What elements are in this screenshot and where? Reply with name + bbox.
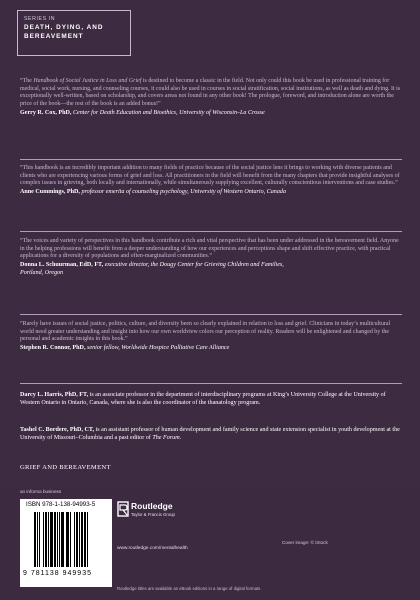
endorsement-quote: “The voices and variety of perspectives in this handbook contribute a rich and vital perspective that has been under addressed in the bereavement field. Anyone in the helping professions will benefit from a deeper understanding of how our experiences and perceptions shape and shift effective practice, with practical applications for a diversity of populations and often-marginalized communities.” bbox=[20, 238, 399, 260]
barcode-bar bbox=[79, 512, 80, 567]
footer bbox=[0, 486, 420, 600]
publisher-group: Taylor & Francis Group bbox=[131, 512, 175, 517]
endorsement-4 bbox=[20, 321, 402, 353]
endorsement-quote: “The Handbook of Social Justice in Loss and Grief is destined to become a classic in the field. Not only could this book be used in professional training for medical, social work, nursing, and counseling courses, it could also be used in courses in social stratification, social institutions, as well as death and dying. It is exceptionally well-written, based on scholarship, and covers areas not found in any other book! The prologue, foreword, and introduction alone are worth the price of the book—the rest of the book is an added bonus!” bbox=[20, 78, 401, 108]
series-box bbox=[17, 10, 131, 56]
endorsement-1 bbox=[20, 78, 402, 118]
barcode-bar bbox=[84, 512, 87, 567]
barcode-bar bbox=[67, 512, 69, 567]
barcode-bar bbox=[70, 512, 71, 567]
endorsement-2 bbox=[20, 165, 402, 197]
barcode-bars bbox=[34, 512, 104, 567]
series-label: SERIES IN bbox=[24, 16, 56, 22]
barcode-bar bbox=[48, 512, 49, 567]
publisher-logo bbox=[117, 500, 175, 530]
barcode-bar bbox=[54, 512, 56, 567]
barcode-bar bbox=[87, 512, 88, 567]
publisher-name: Routledge bbox=[131, 501, 173, 511]
isbn-text: ISBN 978-1-138-94993-5 bbox=[26, 501, 96, 508]
barcode bbox=[20, 499, 112, 587]
barcode-bar bbox=[57, 512, 58, 567]
barcode-bar bbox=[59, 512, 60, 567]
endorsement-quote: “Rarely have issues of social justice, politics, culture, and diversity been so clearly explained in relation to loss and grief. Clinicians in today’s multicultural world need greater understanding and insight into how our own worldview colors our perception of reality. Readers will be enlightened and changed by the personal and academic insights in this book.” bbox=[20, 321, 391, 343]
barcode-bar bbox=[45, 512, 47, 567]
subject-category: GRIEF AND BEREAVEMENT bbox=[20, 464, 111, 471]
barcode-bar bbox=[39, 512, 40, 567]
endorsement-attribution: Donna L. Schuurman, EdD, FT, executive director, the Dougy Center for Grieving Children and Families, Portland, Oregon bbox=[20, 262, 284, 276]
barcode-bar bbox=[34, 512, 36, 567]
barcode-bar bbox=[66, 512, 67, 567]
endorsement-3 bbox=[20, 238, 402, 278]
barcode-bar bbox=[50, 512, 53, 567]
endorsement-attribution: Stephen R. Connor, PhD, senior fellow, Worldwide Hospice Palliative Care Alliance bbox=[20, 345, 230, 352]
divider bbox=[20, 314, 402, 315]
barcode-bar bbox=[37, 512, 38, 567]
editor-bio-2: Tashel C. Bordere, PhD, CT, is an assistant professor of human development and family science and state extension specialist in youth development at the University of Missouri–Columbia and a past editor of The Forum. bbox=[20, 427, 400, 441]
cover-image-credit: Cover image: © iStock bbox=[282, 540, 328, 545]
endorsement-attribution: Anne Cummings, PhD, professor emerita of counseling psychology, University of Western Ontario, Canada bbox=[20, 189, 286, 196]
barcode-bar bbox=[81, 512, 83, 567]
informa-label: an informa business bbox=[20, 489, 62, 494]
divider bbox=[20, 159, 402, 160]
barcode-bar bbox=[74, 512, 75, 567]
series-line-1: DEATH, DYING, AND bbox=[24, 24, 104, 31]
barcode-number: 9 781138 949935 bbox=[23, 570, 92, 577]
endorsement-attribution: Gerry R. Cox, PhD, Center for Death Education and Bioethics, University of Wisconsin–La Crosse bbox=[20, 109, 265, 116]
routledge-logo-icon bbox=[117, 501, 129, 517]
ebook-note: Routledge titles are available as eBook editions in a range of digital formats bbox=[117, 586, 261, 591]
endorsement-quote: “This handbook is an incredibly important addition to many fields of practice because of the social justice lens it brings to working with diverse patients and clients who are experiencing various forms of grief and loss. All practitioners in the field will benefit from the many chapters that provide insightful analyses of complex issues in grieving, both locally and internationally, while simultaneously supplying excellent, culturally conscientious interventions and case studies.” bbox=[20, 165, 400, 187]
barcode-bar bbox=[43, 512, 44, 567]
divider bbox=[20, 383, 402, 384]
barcode-bar bbox=[61, 512, 64, 567]
barcode-bar bbox=[76, 512, 78, 567]
divider bbox=[20, 231, 402, 232]
series-line-2: BEREAVEMENT bbox=[24, 33, 84, 40]
publisher-url[interactable]: www.routledge.com/mentalhealth bbox=[117, 546, 188, 551]
editor-bio-1: Darcy L. Harris, PhD, FT, is an associate professor in the department of interdisciplinary programs at King’s University College at the University of Western Ontario in Ontario, Canada, where she is also the coordinator of the thanatology program. bbox=[20, 392, 386, 406]
